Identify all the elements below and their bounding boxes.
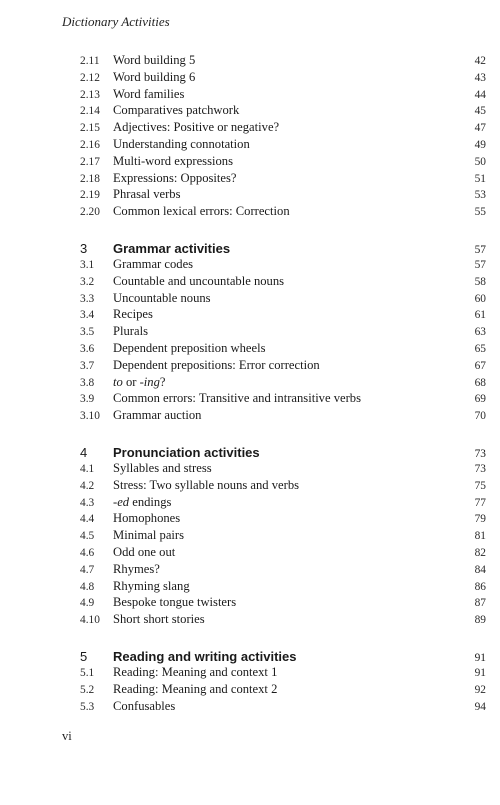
entry-page-number: 63 [474, 326, 486, 339]
entry-title-italic: -ing [139, 374, 160, 389]
toc-entry[interactable] [80, 102, 486, 119]
entry-number: 2.19 [80, 189, 100, 202]
toc-entry[interactable] [80, 664, 486, 681]
entry-title: Rhyming slang [113, 578, 190, 593]
toc-section-heading[interactable] [80, 644, 486, 664]
entry-number: 5.2 [80, 683, 95, 696]
entry-number: 4.9 [80, 597, 95, 610]
entry-page-number: 91 [474, 666, 486, 679]
section-page-number: 91 [474, 651, 486, 664]
toc-entry[interactable] [80, 460, 486, 477]
entry-title: Common errors: Transitive and intransitive verbs [113, 391, 362, 406]
entry-title [113, 374, 456, 391]
toc-entry[interactable] [80, 594, 486, 611]
entry-number: 3.3 [80, 292, 95, 305]
toc-entry[interactable] [80, 390, 486, 407]
entry-title: Odd one out [113, 544, 176, 559]
section-title: Grammar activities [113, 240, 231, 256]
entry-page-number: 79 [474, 513, 486, 526]
entry-number: 2.13 [80, 88, 100, 101]
entry-title-italic: to [113, 374, 123, 389]
entry-title: Word building 5 [113, 53, 196, 67]
entry-number: 4.5 [80, 530, 95, 543]
entry-number: 2.15 [80, 122, 100, 135]
toc-entry[interactable] [80, 510, 486, 527]
entry-page-number: 47 [474, 122, 486, 135]
section-number: 5 [80, 648, 88, 664]
entry-page-number: 45 [474, 105, 486, 118]
entry-title: Bespoke tongue twisters [113, 595, 237, 610]
section-spacer [80, 220, 486, 236]
section-number: 3 [80, 240, 88, 256]
entry-page-number: 75 [474, 479, 486, 492]
entry-title: Homophones [113, 511, 181, 526]
entry-title: Rhymes? [113, 561, 160, 576]
entry-page-number: 55 [474, 206, 486, 219]
entry-page-number: 65 [474, 342, 486, 355]
entry-number: 3.8 [80, 376, 95, 389]
entry-page-number: 58 [474, 275, 486, 288]
entry-title: Grammar codes [113, 256, 194, 271]
entry-number: 2.16 [80, 138, 100, 151]
entry-title: Recipes [113, 307, 153, 322]
entry-number: 3.9 [80, 393, 95, 406]
toc-entry[interactable] [80, 323, 486, 340]
entry-number: 3.2 [80, 275, 95, 288]
toc-entry[interactable] [80, 561, 486, 578]
entry-page-number: 61 [474, 309, 486, 322]
toc-entry[interactable] [80, 611, 486, 628]
entry-title-part: endings [129, 494, 172, 509]
entry-title: Phrasal verbs [113, 187, 181, 202]
toc-entry[interactable] [80, 306, 486, 323]
page-number: vi [62, 729, 72, 743]
toc-entry[interactable] [80, 69, 486, 86]
entry-page-number: 50 [474, 155, 486, 168]
entry-number: 4.7 [80, 563, 95, 576]
section-title: Pronunciation activities [113, 444, 260, 460]
entry-number: 4.2 [80, 479, 95, 492]
entry-title: Stress: Two syllable nouns and verbs [113, 477, 300, 492]
entry-number: 2.12 [80, 71, 100, 84]
entry-page-number: 67 [474, 359, 486, 372]
entry-number: 2.14 [80, 105, 100, 118]
entry-number: 5.1 [80, 666, 95, 679]
entry-page-number: 94 [474, 700, 486, 713]
toc-entry[interactable] [80, 578, 486, 595]
toc-entry[interactable] [80, 273, 486, 290]
entry-page-number: 57 [474, 258, 486, 271]
entry-page-number: 84 [474, 563, 486, 576]
entry-page-number: 81 [474, 530, 486, 543]
entry-page-number: 60 [474, 292, 486, 305]
toc-entry[interactable] [80, 119, 486, 136]
entry-page-number: 44 [474, 88, 486, 101]
section-number: 4 [80, 444, 88, 460]
entry-title: Dependent prepositions: Error correction [113, 357, 320, 372]
entry-title: Adjectives: Positive or negative? [113, 120, 280, 135]
entry-page-number: 73 [474, 462, 486, 475]
entry-number: 3.1 [80, 258, 95, 271]
toc-entry[interactable] [80, 256, 486, 273]
toc-entry[interactable] [80, 357, 486, 374]
entry-number: 4.6 [80, 546, 95, 559]
toc-entry[interactable] [80, 340, 486, 357]
entry-page-number: 70 [474, 410, 486, 423]
entry-page-number: 53 [474, 189, 486, 202]
entry-title: Short short stories [113, 612, 205, 627]
entry-title: Grammar auction [113, 408, 202, 423]
entry-number: 2.18 [80, 172, 100, 185]
entry-title: Plurals [113, 324, 148, 339]
entry-page-number: 89 [474, 614, 486, 627]
entry-title: Minimal pairs [113, 528, 185, 543]
entry-title: Dependent preposition wheels [113, 340, 266, 355]
entry-number: 3.4 [80, 309, 95, 322]
entry-number: 2.17 [80, 155, 100, 168]
toc-entry[interactable] [80, 290, 486, 307]
entry-page-number: 82 [474, 546, 486, 559]
toc-entry[interactable] [80, 544, 486, 561]
entry-title: Confusables [113, 698, 176, 713]
entry-title: Uncountable nouns [113, 290, 211, 305]
entry-number: 4.10 [80, 614, 100, 627]
entry-page-number: 42 [474, 55, 486, 67]
toc-entry[interactable] [80, 494, 486, 511]
entry-number: 2.11 [80, 55, 100, 67]
toc-entry[interactable] [80, 698, 486, 715]
entry-page-number: 86 [474, 580, 486, 593]
toc-entry[interactable] [80, 527, 486, 544]
entry-title-part: ? [159, 374, 166, 389]
entry-title: Expressions: Opposites? [113, 170, 237, 185]
entry-title-italic: -ed [113, 494, 130, 509]
entry-title: Countable and uncountable nouns [113, 273, 285, 288]
entry-number: 3.7 [80, 359, 95, 372]
entry-number: 4.8 [80, 580, 95, 593]
toc-entry[interactable] [80, 681, 486, 698]
entry-title: Reading: Meaning and context 1 [113, 664, 278, 679]
section-page-number: 73 [474, 447, 486, 460]
toc-entry[interactable] [80, 374, 486, 391]
table-of-contents [80, 52, 486, 714]
entry-title: Common lexical errors: Correction [113, 204, 290, 219]
entry-title: Reading: Meaning and context 2 [113, 681, 278, 696]
entry-number: 3.5 [80, 326, 95, 339]
entry-page-number: 51 [474, 172, 486, 185]
entry-page-number: 43 [474, 71, 486, 84]
entry-number: 4.1 [80, 462, 95, 475]
entry-page-number: 68 [474, 376, 486, 389]
entry-page-number: 69 [474, 393, 486, 406]
entry-title-part: or [122, 374, 140, 389]
section-title: Reading and writing activities [113, 648, 297, 664]
toc-entry[interactable] [80, 477, 486, 494]
entry-page-number: 87 [474, 597, 486, 610]
toc-entry[interactable] [80, 170, 486, 187]
entry-number: 2.20 [80, 206, 100, 219]
section-spacer [80, 628, 486, 644]
toc-entry[interactable] [80, 186, 486, 203]
entry-title: Comparatives patchwork [113, 103, 240, 118]
entry-title [113, 494, 456, 511]
entry-page-number: 77 [474, 496, 486, 509]
running-header: Dictionary Activities [62, 14, 170, 29]
entry-number: 4.4 [80, 513, 95, 526]
entry-page-number: 49 [474, 138, 486, 151]
toc-entry[interactable] [80, 153, 486, 170]
toc-entry[interactable] [80, 86, 486, 103]
entry-title: Understanding connotation [113, 136, 250, 151]
entry-number: 4.3 [80, 496, 95, 509]
toc-section-heading[interactable] [80, 236, 486, 256]
toc-entry[interactable] [80, 203, 486, 220]
entry-title: Word building 6 [113, 69, 196, 84]
section-spacer [80, 424, 486, 440]
entry-number: 3.6 [80, 342, 95, 355]
toc-entry[interactable] [80, 407, 486, 424]
toc-entry[interactable] [80, 52, 486, 69]
entry-title: Multi-word expressions [113, 153, 233, 168]
entry-number: 5.3 [80, 700, 95, 713]
toc-entry[interactable] [80, 136, 486, 153]
toc-section-heading[interactable] [80, 440, 486, 460]
entry-number: 3.10 [80, 410, 100, 423]
entry-page-number: 92 [474, 683, 486, 696]
entry-title: Syllables and stress [113, 460, 212, 475]
section-page-number: 57 [474, 243, 486, 256]
entry-title: Word families [113, 86, 185, 101]
